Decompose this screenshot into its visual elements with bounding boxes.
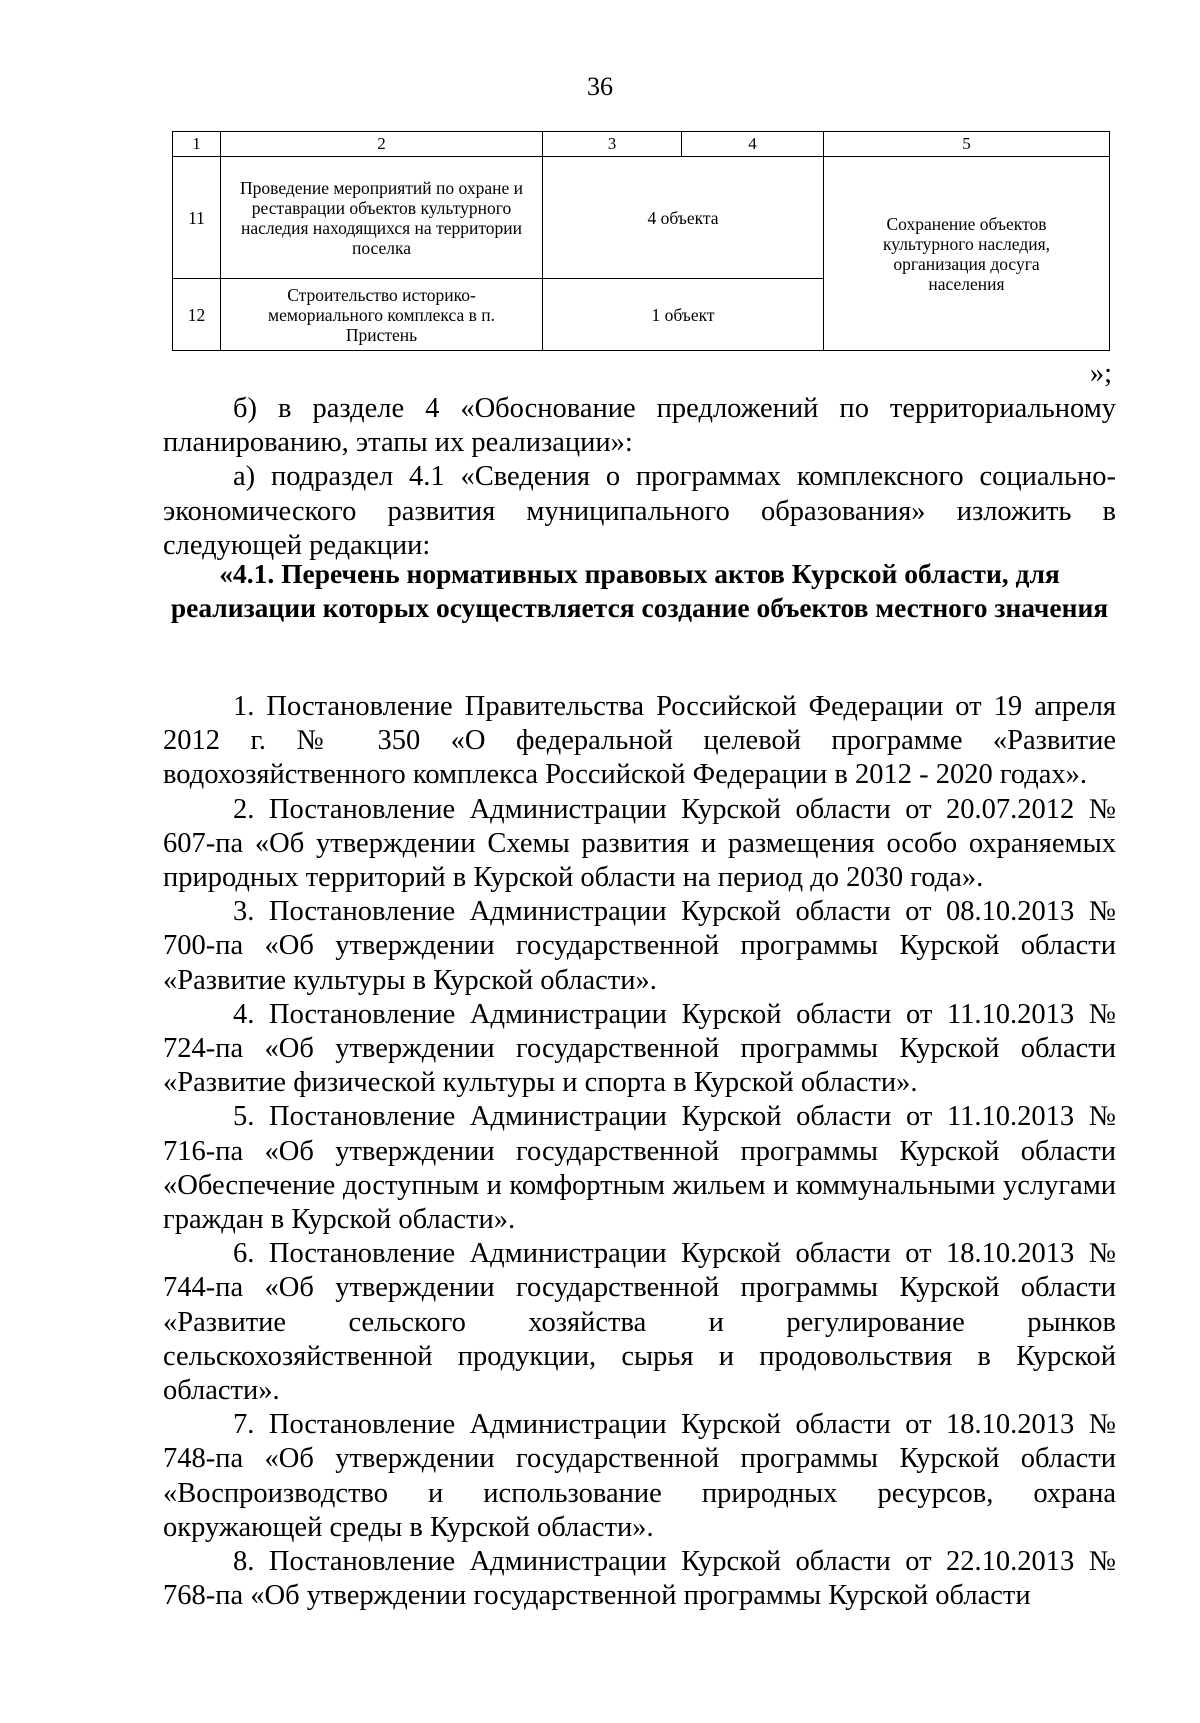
- amount-cell: 1 объект: [543, 279, 824, 351]
- closing-quote: »;: [1089, 358, 1112, 389]
- row-number-cell: 11: [173, 157, 221, 279]
- result-cell: Сохранение объектов культурного наследия, организация досуга населения: [824, 157, 1110, 351]
- list-item: 1. Постановление Правительства Российской Федерации от 19 апреля 2012 г. № 350 «О федеральной целевой программе «Развитие водохозяйственного комплекса Российской Федерации в 2012 - 2020 годах».: [163, 691, 1116, 791]
- row-number-cell: 12: [173, 279, 221, 351]
- table-header-cell: 3: [543, 132, 682, 157]
- table-header-row: [173, 132, 1110, 157]
- table-header-cell: 2: [221, 132, 543, 157]
- list-item: 8. Постановление Администрации Курской области от 22.10.2013 № 768-па «Об утверждении государственной программы Курской области: [163, 1546, 1116, 1612]
- objects-table: [172, 131, 1110, 351]
- intro-block: [163, 392, 1116, 563]
- list-item: 7. Постановление Администрации Курской области от 18.10.2013 № 748-па «Об утверждении государственной программы Курской области «Воспроизводство и использование природных ресурсов, охрана окружающей среды в Курской области».: [163, 1409, 1116, 1543]
- amount-cell: 4 объекта: [543, 157, 824, 279]
- measure-name-cell: Проведение мероприятий по охране и реставрации объектов культурного наследия находящихся на территории поселка: [221, 157, 543, 279]
- section-heading: «4.1. Перечень нормативных правовых актов Курской области, для реализации которых осуществляется создание объектов местного значения: [170, 558, 1109, 623]
- intro-paragraph: б) в разделе 4 «Обоснование предложений по территориальному планированию, этапы их реализации»:: [163, 393, 1116, 459]
- table-row: [173, 157, 1110, 279]
- measure-name-cell: Строительство историко-мемориального комплекса в п. Пристень: [221, 279, 543, 351]
- intro-paragraph: а) подраздел 4.1 «Сведения о программах комплексного социально-экономического развития муниципального образования» изложить в следующей редакции:: [163, 461, 1116, 561]
- list-item: 6. Постановление Администрации Курской области от 18.10.2013 № 744-па «Об утверждении государственной программы Курской области «Развитие сельского хозяйства и регулирование рынков сельскохозяйственной продукции, сырья и продовольствия в Курской области».: [163, 1238, 1116, 1407]
- list-item: 4. Постановление Администрации Курской области от 11.10.2013 № 724-па «Об утверждении государственной программы Курской области «Развитие физической культуры и спорта в Курской области».: [163, 998, 1116, 1099]
- list-item: 5. Постановление Администрации Курской области от 11.10.2013 № 716-па «Об утверждении государственной программы Курской области «Обеспечение доступным и комфортным жильем и коммунальными услугами граждан в Курской области».: [163, 1101, 1116, 1236]
- list-item: 3. Постановление Администрации Курской области от 08.10.2013 № 700-па «Об утверждении государственной программы Курской области «Развитие культуры в Курской области».: [163, 896, 1116, 996]
- acts-list: [163, 690, 1116, 1613]
- table-header-cell: 1: [173, 132, 221, 157]
- table-header-cell: 4: [682, 132, 824, 157]
- page-number: 36: [587, 72, 613, 101]
- list-item: 2. Постановление Администрации Курской области от 20.07.2012 № 607-па «Об утверждении Схемы развития и размещения особо охраняемых природных территорий в Курской области на период до 2030 года».: [163, 793, 1116, 894]
- table-header-cell: 5: [824, 132, 1110, 157]
